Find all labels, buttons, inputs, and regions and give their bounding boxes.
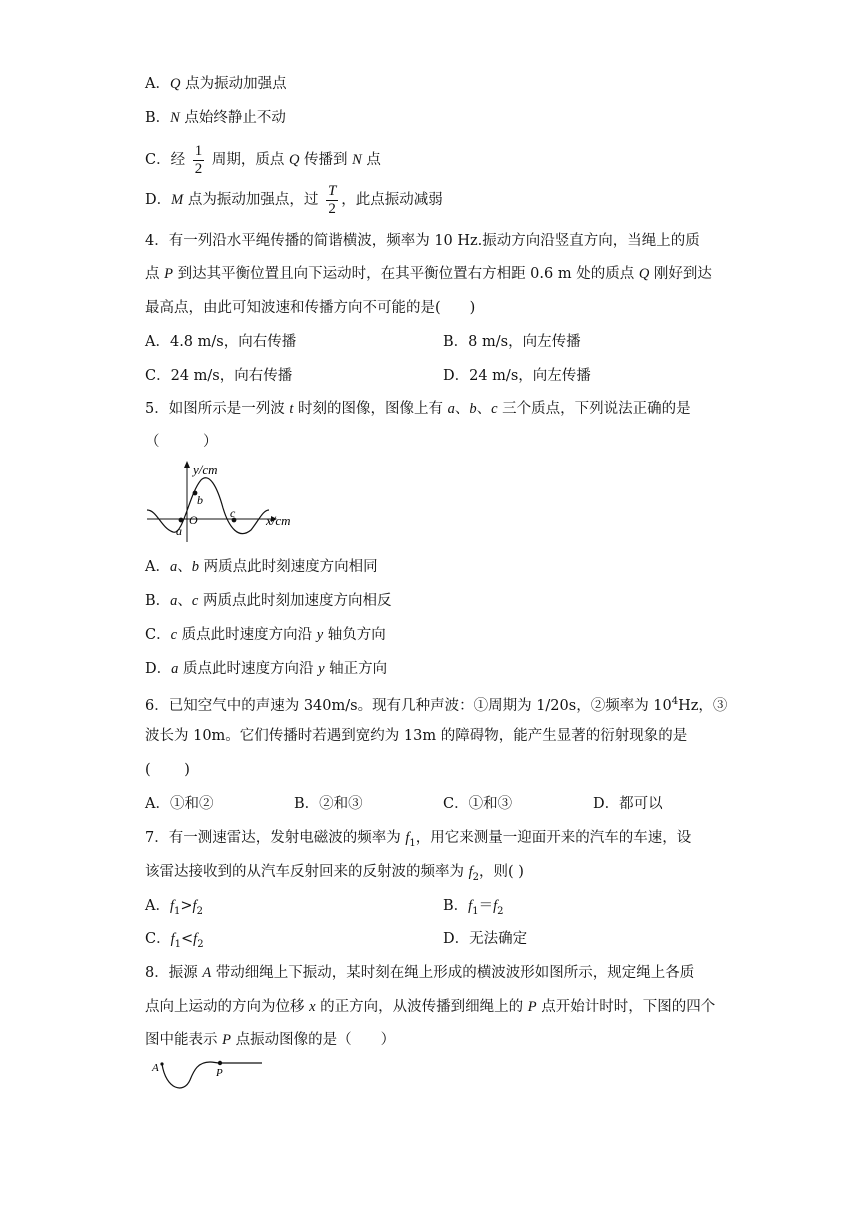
option-text: 点始终静止不动: [179, 110, 286, 126]
q3-option-d[interactable]: [145, 182, 443, 218]
question-text: 点: [145, 266, 165, 282]
option-text: 传播到: [299, 152, 353, 168]
fraction-denominator: 2: [194, 160, 203, 177]
variable-x: x: [309, 999, 316, 1015]
answer-blank: （ ）: [145, 434, 218, 450]
subscript: 1: [174, 905, 181, 917]
operator: <: [181, 931, 194, 947]
x-axis-label: x/cm: [266, 513, 291, 528]
separator: 、: [177, 593, 192, 609]
variable-b: b: [469, 401, 477, 417]
variable-a: A: [202, 965, 212, 981]
question-text: 5．如图所示是一列波: [145, 401, 290, 417]
question-text: 6．已知空气中的声速为 340m/s。现有几种声波：①周期为 1/20s，②频率为 10: [145, 697, 672, 714]
q8-stem-line3: [145, 1030, 395, 1050]
q4-option-b[interactable]: B．8 m/s，向左传播: [443, 334, 581, 350]
q6-option-c[interactable]: C．①和③: [443, 796, 513, 812]
separator: 、: [177, 559, 192, 575]
q6-option-b[interactable]: B．②和③: [294, 796, 363, 812]
q6-option-d[interactable]: D．都可以: [593, 796, 663, 812]
option-text: 点: [361, 152, 381, 168]
option-label: D．: [145, 192, 172, 208]
q7-stem-line1: [145, 828, 691, 854]
question-text: 点开始计时时，下图的四个: [536, 999, 716, 1015]
q6-stem-line1: [145, 692, 727, 716]
variable-y: y: [318, 661, 325, 677]
variable-t: t: [289, 401, 294, 417]
question-text: 点振动图像的是（ ）: [230, 1032, 396, 1048]
option-label: A．: [145, 898, 170, 914]
question-text: 波长为 10m。它们传播时若遇到宽约为 13m 的障碍物，能产生显著的衍射现象的是: [145, 728, 688, 744]
variable-c: c: [170, 627, 178, 643]
variable-a: a: [171, 661, 179, 677]
variable-a: a: [447, 401, 455, 417]
subscript: 2: [497, 905, 504, 917]
option-text: ，此点振动减弱: [341, 192, 443, 208]
option-text: 两质点此时刻加速度方向相反: [198, 593, 392, 609]
option-text: 两质点此时刻速度方向相同: [198, 559, 378, 575]
fraction-one-half: [193, 143, 205, 178]
question-text: 该雷达接收到的从汽车反射回来的反射波的频率为: [145, 864, 469, 880]
source-a: [160, 1062, 163, 1065]
subscript: 2: [197, 938, 204, 950]
q6-stem-line3: [145, 760, 190, 780]
q3-option-c[interactable]: [145, 142, 381, 178]
fraction-numerator: T: [327, 182, 337, 199]
question-text: 的正方向，从波传播到细绳上的: [315, 999, 528, 1015]
question-text: 刚好到达: [649, 266, 712, 282]
variable-f: f: [169, 898, 175, 914]
q5-option-c[interactable]: [145, 625, 386, 645]
wave-curve: [147, 478, 269, 534]
subscript: 1: [472, 905, 479, 917]
subscript: 2: [472, 871, 480, 883]
q7-option-a[interactable]: [145, 896, 203, 922]
q8-stem-line1: [145, 963, 694, 983]
q6-option-a[interactable]: A．①和②: [145, 796, 214, 812]
variable-p: P: [527, 999, 537, 1015]
rope-wave: [162, 1062, 262, 1088]
q4-option-c[interactable]: C．24 m/s，向右传播: [145, 368, 293, 384]
variable-q: Q: [169, 76, 181, 92]
variable-a: a: [170, 593, 178, 609]
question-text: 到达其平衡位置且向下运动时，在其平衡位置右方相距 0.6 m 处的质点: [172, 266, 639, 282]
q3-option-b[interactable]: [145, 108, 286, 128]
q4-stem-line1: [145, 231, 700, 251]
question-text: ，则( ): [479, 864, 524, 880]
question-text: 8．振源: [145, 965, 203, 981]
option-label: B．: [145, 593, 171, 609]
variable-f: f: [405, 830, 410, 846]
separator: 、: [476, 401, 492, 417]
q5-stem-line1: [145, 399, 691, 419]
q5-wave-figure: [143, 458, 313, 544]
question-text: 带动细绳上下振动，某时刻在绳上形成的横波波形如图所示，规定绳上各质: [211, 965, 695, 981]
point-a: [179, 518, 184, 523]
question-text: 三个质点，下列说法正确的是: [497, 401, 691, 417]
variable-f: f: [170, 931, 175, 947]
variable-q: Q: [288, 152, 300, 168]
option-text: 点为振动加强点，过: [183, 192, 323, 208]
q4-stem-line3: [145, 298, 475, 318]
option-text: 质点此时速度方向沿: [178, 661, 319, 677]
fraction-denominator: 2: [328, 200, 336, 217]
q4-option-d[interactable]: D．24 m/s，向左传播: [443, 368, 591, 384]
variable-b: b: [191, 559, 199, 575]
q5-option-b[interactable]: [145, 591, 391, 611]
subscript: 1: [409, 837, 416, 849]
question-text: 图中能表示: [145, 1032, 223, 1048]
variable-m: M: [171, 192, 184, 208]
variable-n: N: [170, 110, 180, 126]
q5-stem-line2: [145, 432, 218, 452]
y-axis-arrow-icon: [184, 461, 190, 468]
option-label: B．: [145, 110, 171, 126]
operator: ＝: [478, 898, 494, 914]
variable-f: f: [468, 864, 473, 880]
q7-option-c[interactable]: [145, 929, 204, 955]
q7-stem-line2: [145, 862, 524, 888]
y-axis-label: y/cm: [193, 462, 218, 477]
option-label: A．: [145, 559, 170, 575]
q8-rope-figure: [150, 1056, 266, 1094]
option-label: C．: [145, 931, 171, 947]
variable-f: f: [192, 898, 197, 914]
variable-y: y: [316, 627, 324, 643]
point-p-label: P: [216, 1067, 223, 1079]
q8-stem-line2: [145, 997, 715, 1017]
q5-option-d[interactable]: [145, 659, 387, 679]
variable-p: P: [164, 266, 173, 282]
option-text: 轴负方向: [323, 627, 386, 643]
variable-f: f: [493, 898, 498, 914]
question-text: 最高点，由此可知波速和传播方向不可能的是( ): [145, 300, 476, 316]
variable-f: f: [468, 898, 473, 914]
point-b-label: b: [197, 493, 203, 507]
origin-label: O: [189, 513, 198, 527]
operator: >: [180, 898, 193, 914]
fraction-numerator: 1: [194, 142, 203, 159]
option-text: 周期，质点: [207, 152, 289, 168]
q7-option-b[interactable]: [443, 896, 503, 922]
variable-f: f: [193, 931, 198, 947]
subscript: 2: [196, 905, 203, 917]
option-label: D．: [145, 661, 172, 677]
fraction-t-half: [326, 183, 338, 218]
answer-blank: ( ): [145, 762, 190, 778]
variable-a: a: [169, 559, 178, 575]
q3-option-a[interactable]: [145, 74, 287, 94]
question-text: 时刻的图像，图像上有: [293, 401, 448, 417]
variable-c: c: [491, 401, 498, 417]
option-text: 点为振动加强点: [180, 76, 287, 92]
point-c-label: c: [230, 506, 236, 520]
option-text: 质点此时速度方向沿: [177, 627, 317, 643]
point-p: [218, 1061, 222, 1065]
option-label: A．: [145, 76, 170, 92]
variable-c: c: [191, 593, 199, 609]
q6-stem-line2: [145, 726, 687, 746]
variable-q: Q: [638, 266, 650, 282]
question-text: Hz，③: [678, 697, 728, 714]
question-text: 点向上运动的方向为位移: [145, 999, 310, 1015]
question-text: 4．有一列沿水平绳传播的简谐横波，频率为 10 Hz.振动方向沿竖直方向，当绳上的质: [145, 233, 700, 249]
option-label: C．: [145, 627, 171, 643]
option-label: B．: [443, 898, 469, 914]
option-text: 轴正方向: [324, 661, 388, 677]
question-text: ，用它来测量一迎面开来的汽车的车速，设: [415, 830, 692, 846]
separator: 、: [454, 401, 470, 417]
point-a-label: a: [176, 524, 182, 538]
option-label: C．经: [145, 152, 190, 168]
source-a-label: A: [152, 1062, 159, 1074]
question-text: 7．有一测速雷达，发射电磁波的频率为: [145, 830, 406, 846]
variable-n: N: [352, 152, 362, 168]
subscript: 1: [174, 938, 182, 950]
q7-option-d[interactable]: D．无法确定: [443, 931, 528, 947]
variable-p: P: [222, 1032, 231, 1048]
q4-option-a[interactable]: A．4.8 m/s，向右传播: [145, 334, 297, 350]
q4-stem-line2: [145, 264, 712, 284]
q5-option-a[interactable]: [145, 557, 378, 577]
exponent: 4: [671, 696, 679, 707]
